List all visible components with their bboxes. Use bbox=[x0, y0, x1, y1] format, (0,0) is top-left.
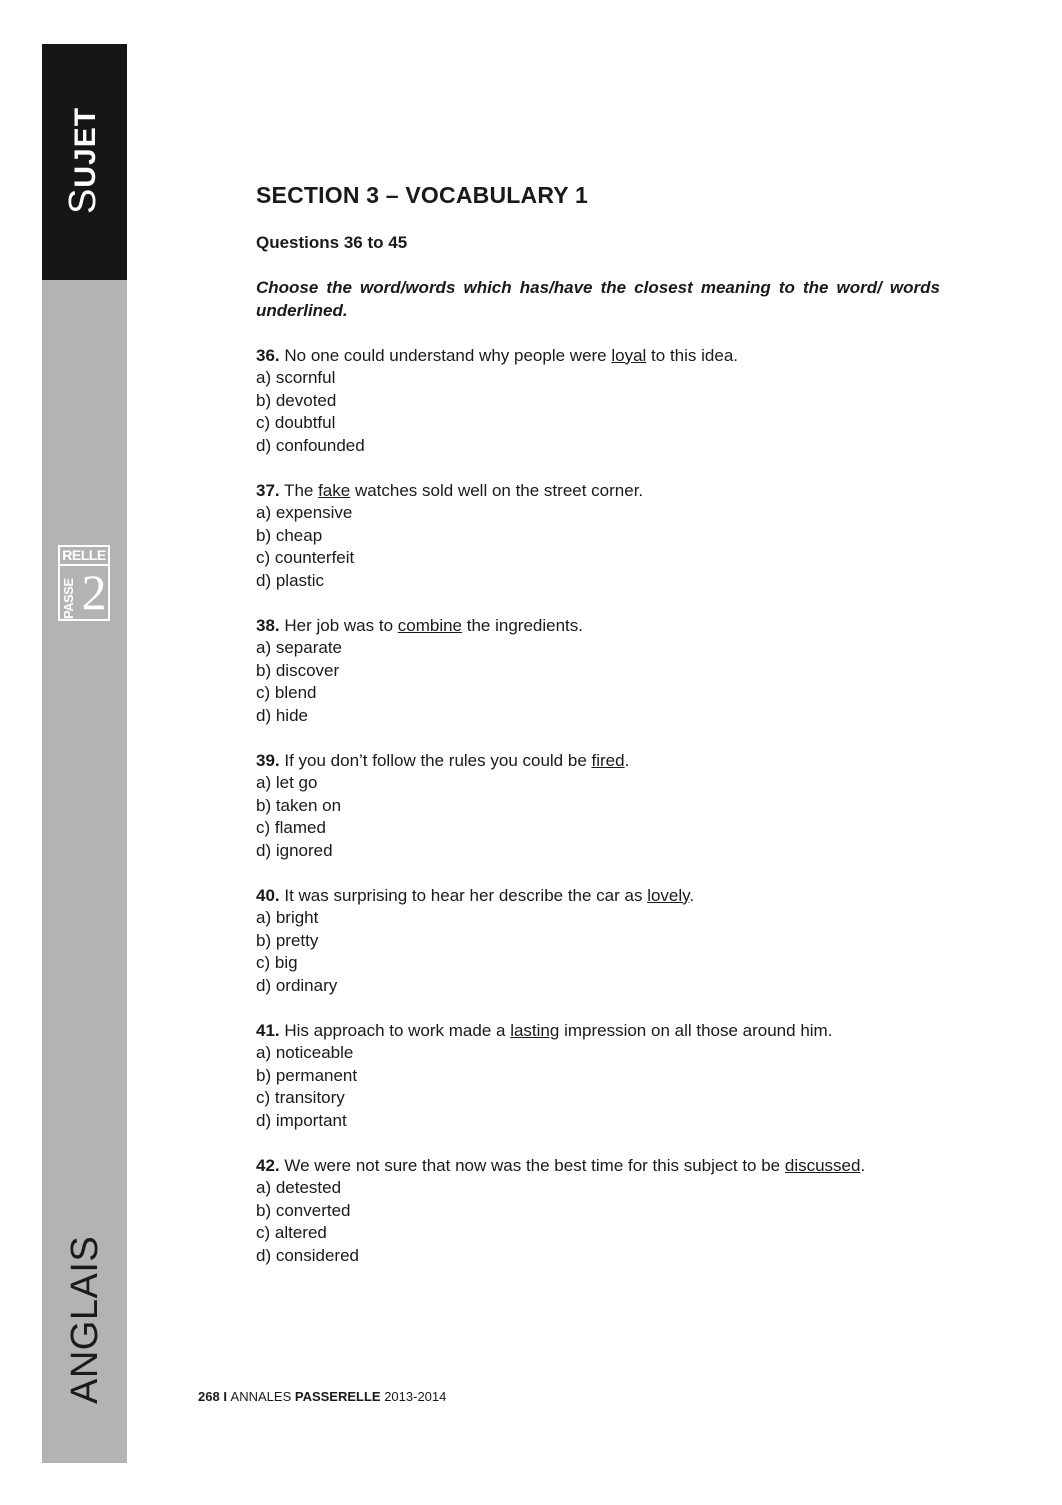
question-text: impression on all those around him. bbox=[559, 1020, 833, 1040]
sidebar-tab bbox=[42, 44, 127, 280]
question-number: 37. bbox=[256, 480, 280, 500]
question-number: 40. bbox=[256, 885, 280, 905]
answer-option: c) altered bbox=[256, 1223, 327, 1242]
answer-option: d) hide bbox=[256, 705, 308, 725]
question-number: 42. bbox=[256, 1155, 280, 1175]
question-item bbox=[256, 885, 940, 998]
question-text: the ingredients. bbox=[462, 615, 583, 635]
answer-option: d) considered bbox=[256, 1245, 360, 1265]
underlined-word: lovely bbox=[647, 885, 690, 905]
answer-option: d) plastic bbox=[256, 570, 325, 590]
answer-option: c) blend bbox=[256, 683, 317, 702]
question-number: 39. bbox=[256, 750, 280, 770]
main-content bbox=[256, 182, 940, 1290]
question-text: We were not sure that now was the best time for this subject to be bbox=[279, 1155, 785, 1175]
question-number: 38. bbox=[256, 615, 280, 635]
question-stem bbox=[256, 1020, 940, 1043]
footer-series: ANNALES bbox=[230, 1389, 295, 1404]
question-item bbox=[256, 615, 940, 728]
logo-top-text: RELLE bbox=[60, 547, 108, 566]
answer-option: c) big bbox=[256, 953, 298, 972]
question-item bbox=[256, 750, 940, 863]
question-text: . bbox=[689, 885, 695, 905]
question-item bbox=[256, 1155, 940, 1268]
tab-label: SUJET bbox=[62, 106, 104, 214]
question-text: His approach to work made a bbox=[279, 1020, 511, 1040]
answer-option: a) let go bbox=[256, 773, 318, 792]
answer-option: b) discover bbox=[256, 660, 340, 680]
answer-option: a) detested bbox=[256, 1178, 342, 1197]
question-number: 41. bbox=[256, 1020, 280, 1040]
question-item bbox=[256, 345, 940, 458]
answer-option: a) noticeable bbox=[256, 1043, 354, 1062]
answer-option: a) bright bbox=[256, 908, 319, 927]
questions-range: Questions 36 to 45 bbox=[256, 233, 408, 252]
question-number: 36. bbox=[256, 345, 280, 365]
answer-option: b) converted bbox=[256, 1200, 351, 1220]
question-text: Her job was to bbox=[279, 615, 398, 635]
answer-option: b) devoted bbox=[256, 390, 337, 410]
answer-option: a) expensive bbox=[256, 503, 353, 522]
answer-option: b) cheap bbox=[256, 525, 323, 545]
question-text: watches sold well on the street corner. bbox=[350, 480, 644, 500]
section-title: SECTION 3 – VOCABULARY 1 bbox=[256, 182, 588, 208]
answer-option: c) flamed bbox=[256, 818, 326, 837]
question-stem bbox=[256, 1155, 940, 1178]
answer-option: d) ordinary bbox=[256, 975, 338, 995]
answer-option: c) counterfeit bbox=[256, 548, 355, 567]
question-text: . bbox=[860, 1155, 866, 1175]
underlined-word: fired bbox=[591, 750, 625, 770]
answer-option: d) ignored bbox=[256, 840, 333, 860]
answer-option: c) doubtful bbox=[256, 413, 336, 432]
answer-option: a) scornful bbox=[256, 368, 336, 387]
question-text: The bbox=[279, 480, 319, 500]
underlined-word: lasting bbox=[510, 1020, 560, 1040]
answer-option: b) taken on bbox=[256, 795, 342, 815]
footer-brand: PASSERELLE bbox=[294, 1389, 381, 1404]
question-text: If you don’t follow the rules you could be bbox=[279, 750, 592, 770]
logo-number: 2 bbox=[81, 564, 107, 620]
answer-option: b) pretty bbox=[256, 930, 319, 950]
answer-option: a) separate bbox=[256, 638, 342, 657]
instruction: Choose the word/words which has/have the closest meaning to the word/ words underlined. bbox=[256, 278, 940, 320]
footer-separator: I bbox=[219, 1389, 231, 1404]
sidebar bbox=[42, 44, 127, 1463]
question-stem bbox=[256, 885, 940, 908]
question-stem bbox=[256, 345, 940, 368]
question-text: to this idea. bbox=[646, 345, 738, 365]
answer-option: c) transitory bbox=[256, 1088, 345, 1107]
subject-label: ANGLAIS bbox=[64, 1235, 106, 1404]
question-stem bbox=[256, 480, 940, 503]
passerelle-logo bbox=[58, 545, 110, 621]
question-text: It was surprising to hear her describe the car as bbox=[279, 885, 648, 905]
underlined-word: loyal bbox=[611, 345, 647, 365]
answer-option: d) confounded bbox=[256, 435, 365, 455]
logo-side-text: PASSE bbox=[61, 578, 76, 619]
question-text: . bbox=[624, 750, 630, 770]
page-number: 268 bbox=[198, 1389, 220, 1404]
answer-option: d) important bbox=[256, 1110, 347, 1130]
footer-years: 2013-2014 bbox=[380, 1389, 447, 1404]
question-stem bbox=[256, 750, 940, 773]
underlined-word: discussed bbox=[784, 1155, 861, 1175]
answer-option: b) permanent bbox=[256, 1065, 358, 1085]
question-text: No one could understand why people were bbox=[279, 345, 612, 365]
question-list bbox=[256, 345, 940, 1268]
underlined-word: combine bbox=[397, 615, 463, 635]
page-footer bbox=[198, 1389, 446, 1404]
underlined-word: fake bbox=[318, 480, 351, 500]
question-stem bbox=[256, 615, 940, 638]
question-item bbox=[256, 480, 940, 593]
question-item bbox=[256, 1020, 940, 1133]
